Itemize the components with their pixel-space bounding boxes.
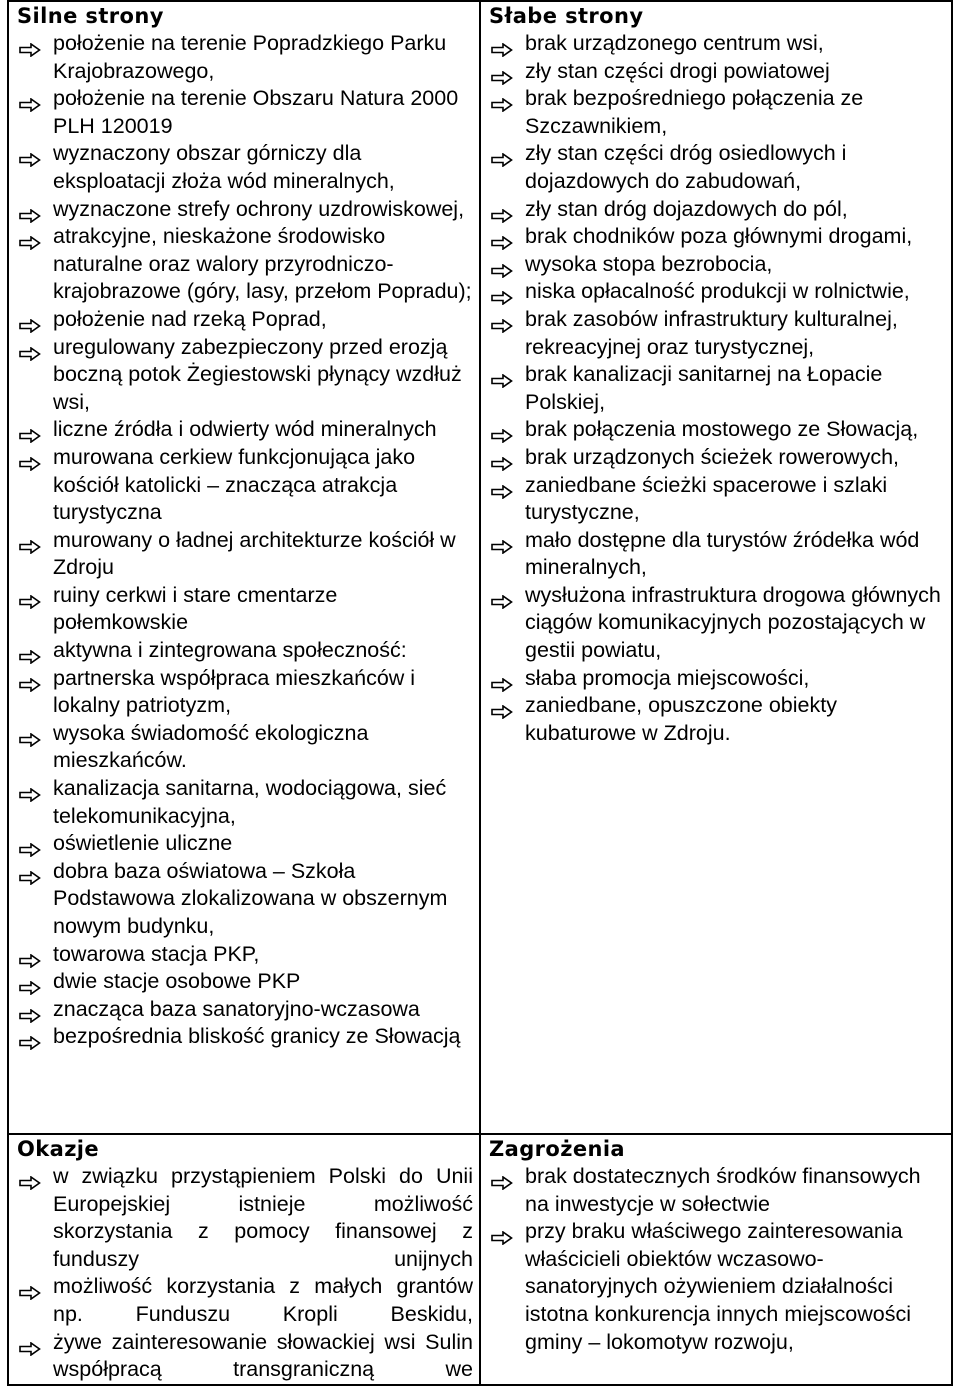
arrow-right-outline-icon: [491, 147, 513, 161]
list-item: [17, 140, 473, 195]
list-item: [17, 665, 473, 720]
strengths-list: [17, 30, 473, 1051]
arrow-right-outline-icon: [491, 285, 513, 299]
arrow-right-outline-icon: [19, 230, 41, 244]
arrow-right-outline-icon: [491, 451, 513, 465]
list-item-text: zły stan części dróg osiedlowych i dojazdowych do zabudowań,: [525, 141, 847, 193]
arrow-right-outline-icon: [491, 92, 513, 106]
list-item-text: wysłużona infrastruktura drogowa głównych ciągów komunikacyjnych pozostających w gestii powiatu,: [525, 582, 941, 663]
list-item: [17, 527, 473, 582]
list-item: [17, 830, 473, 858]
list-item-text: zły stan części drogi powiatowej: [525, 58, 830, 83]
arrow-right-outline-icon: [19, 203, 41, 217]
list-item: [17, 1023, 473, 1051]
list-item-text: żywe zainteresowanie słowackiej wsi Sulin współpracą transgraniczną we: [53, 1329, 473, 1382]
list-item: [17, 444, 473, 527]
list-item-text: bezpośrednia bliskość granicy ze Słowacją: [53, 1024, 461, 1049]
arrow-right-outline-icon: [491, 672, 513, 686]
arrow-right-outline-icon: [19, 782, 41, 796]
opportunities-list: [17, 1163, 473, 1384]
list-item-text: zły stan dróg dojazdowych do pól,: [525, 196, 848, 221]
opportunities-cell: [8, 1134, 480, 1385]
list-item-text: wysoka stopa bezrobocia,: [525, 251, 773, 276]
list-item-text: oświetlenie uliczne: [53, 831, 233, 856]
list-item: [489, 444, 945, 472]
list-item: [489, 1163, 945, 1218]
list-item: [489, 196, 945, 224]
list-item: [17, 1273, 473, 1328]
list-item-text: ruiny cerkwi i stare cmentarze połemkowskie: [53, 582, 338, 635]
arrow-right-outline-icon: [19, 451, 41, 465]
list-item: [489, 58, 945, 86]
arrow-right-outline-icon: [491, 203, 513, 217]
list-item: [17, 85, 473, 140]
list-item: [17, 582, 473, 637]
list-item-text: brak urządzonych ścieżek rowerowych,: [525, 444, 900, 469]
threats-list: [489, 1163, 945, 1356]
list-item: [17, 637, 473, 665]
arrow-right-outline-icon: [491, 258, 513, 272]
list-item: [17, 196, 473, 224]
arrow-right-outline-icon: [491, 699, 513, 713]
list-item: [17, 1329, 473, 1384]
list-item-text: liczne źródła i odwierty wód mineralnych: [53, 417, 437, 442]
arrow-right-outline-icon: [19, 341, 41, 355]
arrow-right-outline-icon: [19, 975, 41, 989]
list-item: [489, 1218, 945, 1356]
list-item: [489, 527, 945, 582]
opportunities-heading: Okazje: [17, 1137, 100, 1161]
arrow-right-outline-icon: [491, 313, 513, 327]
list-item: [489, 140, 945, 195]
list-item-text: zaniedbane ścieżki spacerowe i szlaki turystyczne,: [525, 472, 888, 525]
list-item: [489, 306, 945, 361]
list-item-text: przy braku właściwego zainteresowania właścicieli obiektów wczasowo-sanatoryjnych ożywieniem działalności istotna konkurencja innych miejscowości gminy – lokomotyw rozwoju,: [525, 1219, 911, 1354]
threats-cell: [480, 1134, 952, 1385]
list-item-text: murowany o ładnej architekturze kościół w Zdroju: [53, 527, 456, 580]
list-item: [17, 996, 473, 1024]
list-item-text: aktywna i zintegrowana społeczność:: [53, 638, 407, 663]
list-item: [489, 416, 945, 444]
list-item-text: uregulowany zabezpieczony przed erozją boczną potok Żegiestowski płynący wzdłuż wsi,: [53, 334, 462, 414]
list-item: [489, 223, 945, 251]
list-item: [489, 692, 945, 747]
arrow-right-outline-icon: [491, 1225, 513, 1239]
arrow-right-outline-icon: [491, 479, 513, 493]
arrow-right-outline-icon: [491, 368, 513, 382]
weaknesses-list: [489, 30, 945, 747]
list-item-text: towarowa stacja PKP,: [53, 941, 260, 966]
arrow-right-outline-icon: [19, 423, 41, 437]
swot-table: [7, 0, 953, 1386]
list-item: [17, 30, 473, 85]
threats-heading: Zagrożenia: [489, 1137, 625, 1161]
weaknesses-heading: Słabe strony: [489, 4, 644, 28]
arrow-right-outline-icon: [19, 644, 41, 658]
arrow-right-outline-icon: [19, 948, 41, 962]
arrow-right-outline-icon: [19, 1336, 41, 1350]
arrow-right-outline-icon: [491, 37, 513, 51]
list-item-text: dwie stacje osobowe PKP: [53, 969, 301, 994]
list-item-text: dobra baza oświatowa – Szkoła Podstawowa zlokalizowana w obszernym nowym budynku,: [53, 858, 448, 938]
arrow-right-outline-icon: [491, 589, 513, 603]
list-item-text: partnerska współpraca mieszkańców i lokalny patriotyzm,: [53, 665, 416, 718]
list-item: [489, 361, 945, 416]
list-item-text: wyznaczone strefy ochrony uzdrowiskowej,: [53, 196, 465, 221]
list-item-text: brak połączenia mostowego ze Słowacją,: [525, 417, 919, 442]
list-item: [17, 223, 473, 306]
arrow-right-outline-icon: [19, 837, 41, 851]
list-item-text: brak bezpośredniego połączenia ze Szczawnikiem,: [525, 86, 864, 138]
list-item-text: zaniedbane, opuszczone obiekty kubaturowe w Zdroju.: [525, 693, 837, 745]
arrow-right-outline-icon: [491, 65, 513, 79]
list-item: [489, 665, 945, 693]
weaknesses-cell: [480, 1, 952, 1134]
list-item: [489, 472, 945, 527]
list-item: [489, 278, 945, 306]
arrow-right-outline-icon: [19, 672, 41, 686]
arrow-right-outline-icon: [19, 92, 41, 106]
list-item-text: kanalizacja sanitarna, wodociągowa, sieć telekomunikacyjna,: [53, 776, 447, 828]
list-item: [17, 416, 473, 444]
list-item-text: możliwość korzystania z małych grantów np. Funduszu Kropli Beskidu,: [53, 1274, 473, 1326]
arrow-right-outline-icon: [19, 37, 41, 51]
list-item: [489, 582, 945, 665]
arrow-right-outline-icon: [19, 534, 41, 548]
arrow-right-outline-icon: [19, 589, 41, 603]
list-item: [17, 775, 473, 830]
list-item-text: mało dostępne dla turystów źródełka wód mineralnych,: [525, 527, 920, 580]
list-item-text: położenie na terenie Popradzkiego Parku Krajobrazowego,: [53, 31, 447, 83]
list-item-text: wyznaczony obszar górniczy dla eksploatacji złoża wód mineralnych,: [53, 141, 395, 193]
arrow-right-outline-icon: [19, 313, 41, 327]
list-item-text: w związku przystąpieniem Polski do Unii Europejskiej istnieje możliwość skorzystania z pomocy finansowej z funduszy unijnych: [53, 1164, 473, 1271]
list-item: [489, 30, 945, 58]
list-item-text: brak chodników poza głównymi drogami,: [525, 224, 913, 249]
arrow-right-outline-icon: [491, 423, 513, 437]
list-item: [17, 306, 473, 334]
list-item-text: położenie nad rzeką Poprad,: [53, 306, 327, 331]
list-item: [17, 334, 473, 417]
list-item-text: położenie na terenie Obszaru Natura 2000 PLH 120019: [53, 86, 459, 138]
list-item-text: brak urządzonego centrum wsi,: [525, 31, 824, 55]
list-item: [489, 251, 945, 279]
list-item-text: brak dostatecznych środków finansowych na inwestycje w sołectwie: [525, 1164, 921, 1216]
list-item: [17, 1163, 473, 1273]
arrow-right-outline-icon: [19, 1170, 41, 1184]
list-item: [489, 85, 945, 140]
arrow-right-outline-icon: [491, 1170, 513, 1184]
arrow-right-outline-icon: [19, 865, 41, 879]
list-item-text: wysoka świadomość ekologiczna mieszkańców.: [53, 720, 369, 773]
list-item-text: murowana cerkiew funkcjonująca jako kościół katolicki – znacząca atrakcja turystyczna: [53, 444, 416, 525]
arrow-right-outline-icon: [19, 727, 41, 741]
arrow-right-outline-icon: [19, 1003, 41, 1017]
strengths-heading: Silne strony: [17, 4, 164, 28]
arrow-right-outline-icon: [19, 147, 41, 161]
list-item-text: brak zasobów infrastruktury kulturalnej, rekreacyjnej oraz turystycznej,: [525, 306, 898, 359]
list-item-text: atrakcyjne, nieskażone środowisko naturalne oraz walory przyrodniczo-krajobrazowe (góry, lasy, przełom Popradu);: [53, 224, 472, 304]
list-item-text: niska opłacalność produkcji w rolnictwie,: [525, 279, 910, 304]
arrow-right-outline-icon: [19, 1030, 41, 1044]
arrow-right-outline-icon: [19, 1280, 41, 1294]
list-item: [17, 941, 473, 969]
list-item: [17, 720, 473, 775]
strengths-cell: [8, 1, 480, 1134]
list-item: [17, 968, 473, 996]
list-item-text: słaba promocja miejscowości,: [525, 665, 810, 690]
list-item: [17, 858, 473, 941]
arrow-right-outline-icon: [491, 230, 513, 244]
list-item-text: znacząca baza sanatoryjno-wczasowa: [53, 996, 420, 1021]
arrow-right-outline-icon: [491, 534, 513, 548]
list-item-text: brak kanalizacji sanitarnej na Łopacie Polskiej,: [525, 362, 883, 414]
